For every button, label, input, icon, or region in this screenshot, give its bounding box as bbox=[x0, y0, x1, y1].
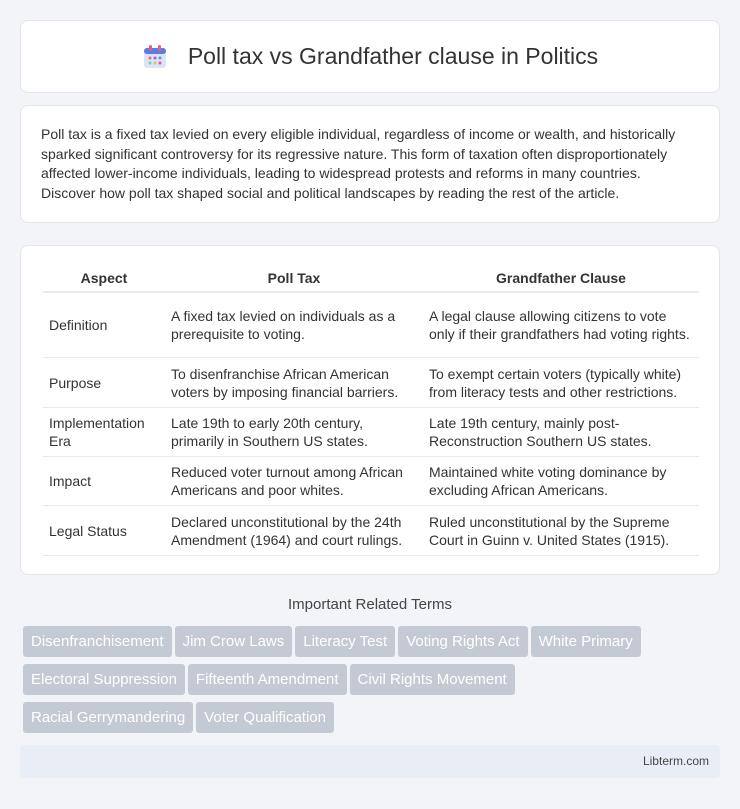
cell-poll-tax: Reduced voter turnout among African Americans and poor whites. bbox=[165, 457, 423, 506]
table-row bbox=[43, 506, 699, 556]
table-row bbox=[43, 457, 699, 506]
header-aspect: Aspect bbox=[43, 266, 165, 293]
intro-text: Poll tax is a fixed tax levied on every eligible individual, regardless of income or wealth, and historically sparked significant controversy for its regressive nature. This form of taxation often disproportionately affected lower-income individuals, leading to widespread protests and reforms in many countries. Discover how poll tax shaped social and political landscapes by reading the rest of the article. bbox=[41, 126, 676, 201]
cell-aspect: Definition bbox=[43, 293, 165, 358]
cell-grandfather-clause: Late 19th century, mainly post-Reconstruction Southern US states. bbox=[423, 408, 699, 457]
cell-aspect: Legal Status bbox=[43, 506, 165, 556]
tag-voting-rights-act[interactable]: Voting Rights Act bbox=[398, 626, 527, 657]
cell-poll-tax: Late 19th to early 20th century, primarily in Southern US states. bbox=[165, 408, 423, 457]
tag-electoral-suppression[interactable]: Electoral Suppression bbox=[23, 664, 185, 695]
intro-card bbox=[20, 105, 720, 223]
header-card bbox=[20, 20, 720, 93]
cell-aspect: Implementation Era bbox=[43, 408, 165, 457]
tag-civil-rights-movement[interactable]: Civil Rights Movement bbox=[350, 664, 515, 695]
tag-jim-crow-laws[interactable]: Jim Crow Laws bbox=[175, 626, 293, 657]
page-title: Poll tax vs Grandfather clause in Politics bbox=[187, 43, 599, 69]
cell-grandfather-clause: To exempt certain voters (typically white) from literacy tests and other restrictions. bbox=[423, 358, 699, 408]
footer bbox=[20, 745, 720, 778]
table-row bbox=[43, 293, 699, 358]
comparison-card bbox=[20, 245, 720, 575]
tag-racial-gerrymandering[interactable]: Racial Gerrymandering bbox=[23, 702, 193, 733]
tag-disenfranchisement[interactable]: Disenfranchisement bbox=[23, 626, 172, 657]
cell-grandfather-clause: A legal clause allowing citizens to vote only if their grandfathers had voting rights. bbox=[423, 293, 699, 358]
related-terms-title: Important Related Terms bbox=[288, 596, 452, 613]
header-poll-tax: Poll Tax bbox=[165, 266, 423, 293]
header-grandfather-clause: Grandfather Clause bbox=[423, 266, 699, 293]
cell-poll-tax: A fixed tax levied on individuals as a prerequisite to voting. bbox=[165, 293, 423, 358]
tag-white-primary[interactable]: White Primary bbox=[531, 626, 641, 657]
table-row bbox=[43, 408, 699, 457]
cell-aspect: Impact bbox=[43, 457, 165, 506]
tag-voter-qualification[interactable]: Voter Qualification bbox=[196, 702, 334, 733]
table-row bbox=[43, 358, 699, 408]
cell-grandfather-clause: Ruled unconstitutional by the Supreme Court in Guinn v. United States (1915). bbox=[423, 506, 699, 556]
cell-poll-tax: To disenfranchise African American voters by imposing financial barriers. bbox=[165, 358, 423, 408]
tag-literacy-test[interactable]: Literacy Test bbox=[295, 626, 395, 657]
cell-poll-tax: Declared unconstitutional by the 24th Amendment (1964) and court rulings. bbox=[165, 506, 423, 556]
comparison-table bbox=[43, 266, 699, 556]
footer-site-link[interactable]: Libterm.com bbox=[642, 754, 709, 768]
tag-fifteenth-amendment[interactable]: Fifteenth Amendment bbox=[188, 664, 347, 695]
related-terms-list bbox=[23, 626, 723, 740]
cell-grandfather-clause: Maintained white voting dominance by excluding African Americans. bbox=[423, 457, 699, 506]
calendar-icon bbox=[142, 44, 168, 70]
cell-aspect: Purpose bbox=[43, 358, 165, 408]
